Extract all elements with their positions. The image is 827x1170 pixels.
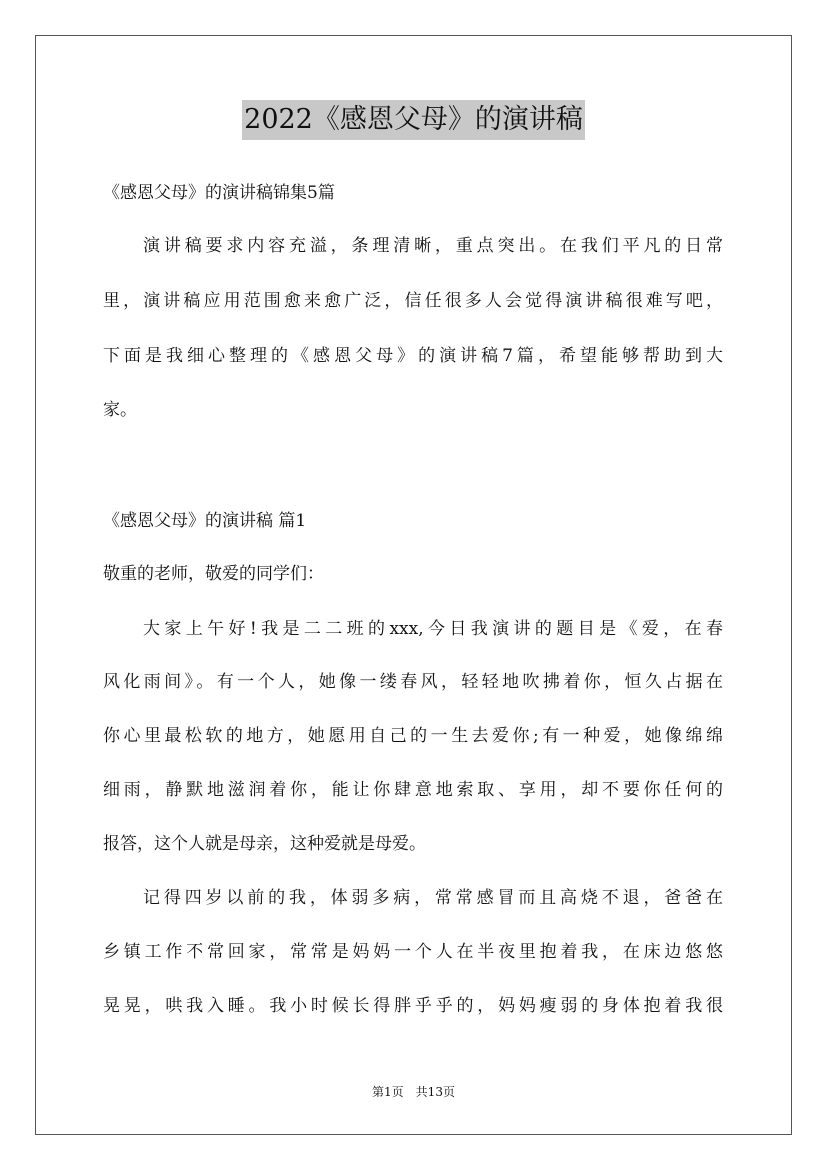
paragraph1-line: 细雨，静默地滋润着你，能让你肆意地索取、享用，却不要你任何的	[103, 780, 723, 800]
paragraph2-line: 记得四岁以前的我，体弱多病，常常感冒而且高烧不退，爸爸在	[143, 888, 723, 908]
paragraph1-line: 风化雨间》。有一个人，她像一缕春风，轻轻地吹拂着你，恒久占据在	[103, 672, 723, 692]
document-title: 2022《感恩父母》的演讲稿	[242, 100, 585, 140]
section-heading: 《感恩父母》的演讲稿 篇1	[103, 511, 307, 531]
paragraph1-line: 你心里最松软的地方，她愿用自己的一生去爱你;有一种爱，她像绵绵	[103, 726, 723, 746]
intro-line: 里，演讲稿应用范围愈来愈广泛，信任很多人会觉得演讲稿很难写吧，	[103, 291, 723, 311]
intro-line: 家。	[103, 400, 137, 420]
document-subtitle: 《感恩父母》的演讲稿锦集5篇	[103, 183, 335, 203]
paragraph2-line: 晃晃，哄我入睡。我小时候长得胖乎乎的，妈妈瘦弱的身体抱着我很	[103, 996, 723, 1016]
intro-line: 下面是我细心整理的《感恩父母》的演讲稿7篇，希望能够帮助到大	[103, 346, 723, 366]
page-footer: 第1页 共13页	[372, 1085, 455, 1099]
paragraph1-line: 报答，这个人就是母亲，这种爱就是母爱。	[103, 834, 426, 854]
paragraph1-line: 大家上午好!我是二二班的xxx,今日我演讲的题目是《爱，在春	[143, 619, 723, 639]
greeting: 敬重的老师，敬爱的同学们：	[103, 564, 324, 584]
title-container	[0, 100, 827, 140]
paragraph2-line: 乡镇工作不常回家，常常是妈妈一个人在半夜里抱着我，在床边悠悠	[103, 942, 723, 962]
intro-line: 演讲稿要求内容充溢，条理清晰，重点突出。在我们平凡的日常	[143, 236, 723, 256]
